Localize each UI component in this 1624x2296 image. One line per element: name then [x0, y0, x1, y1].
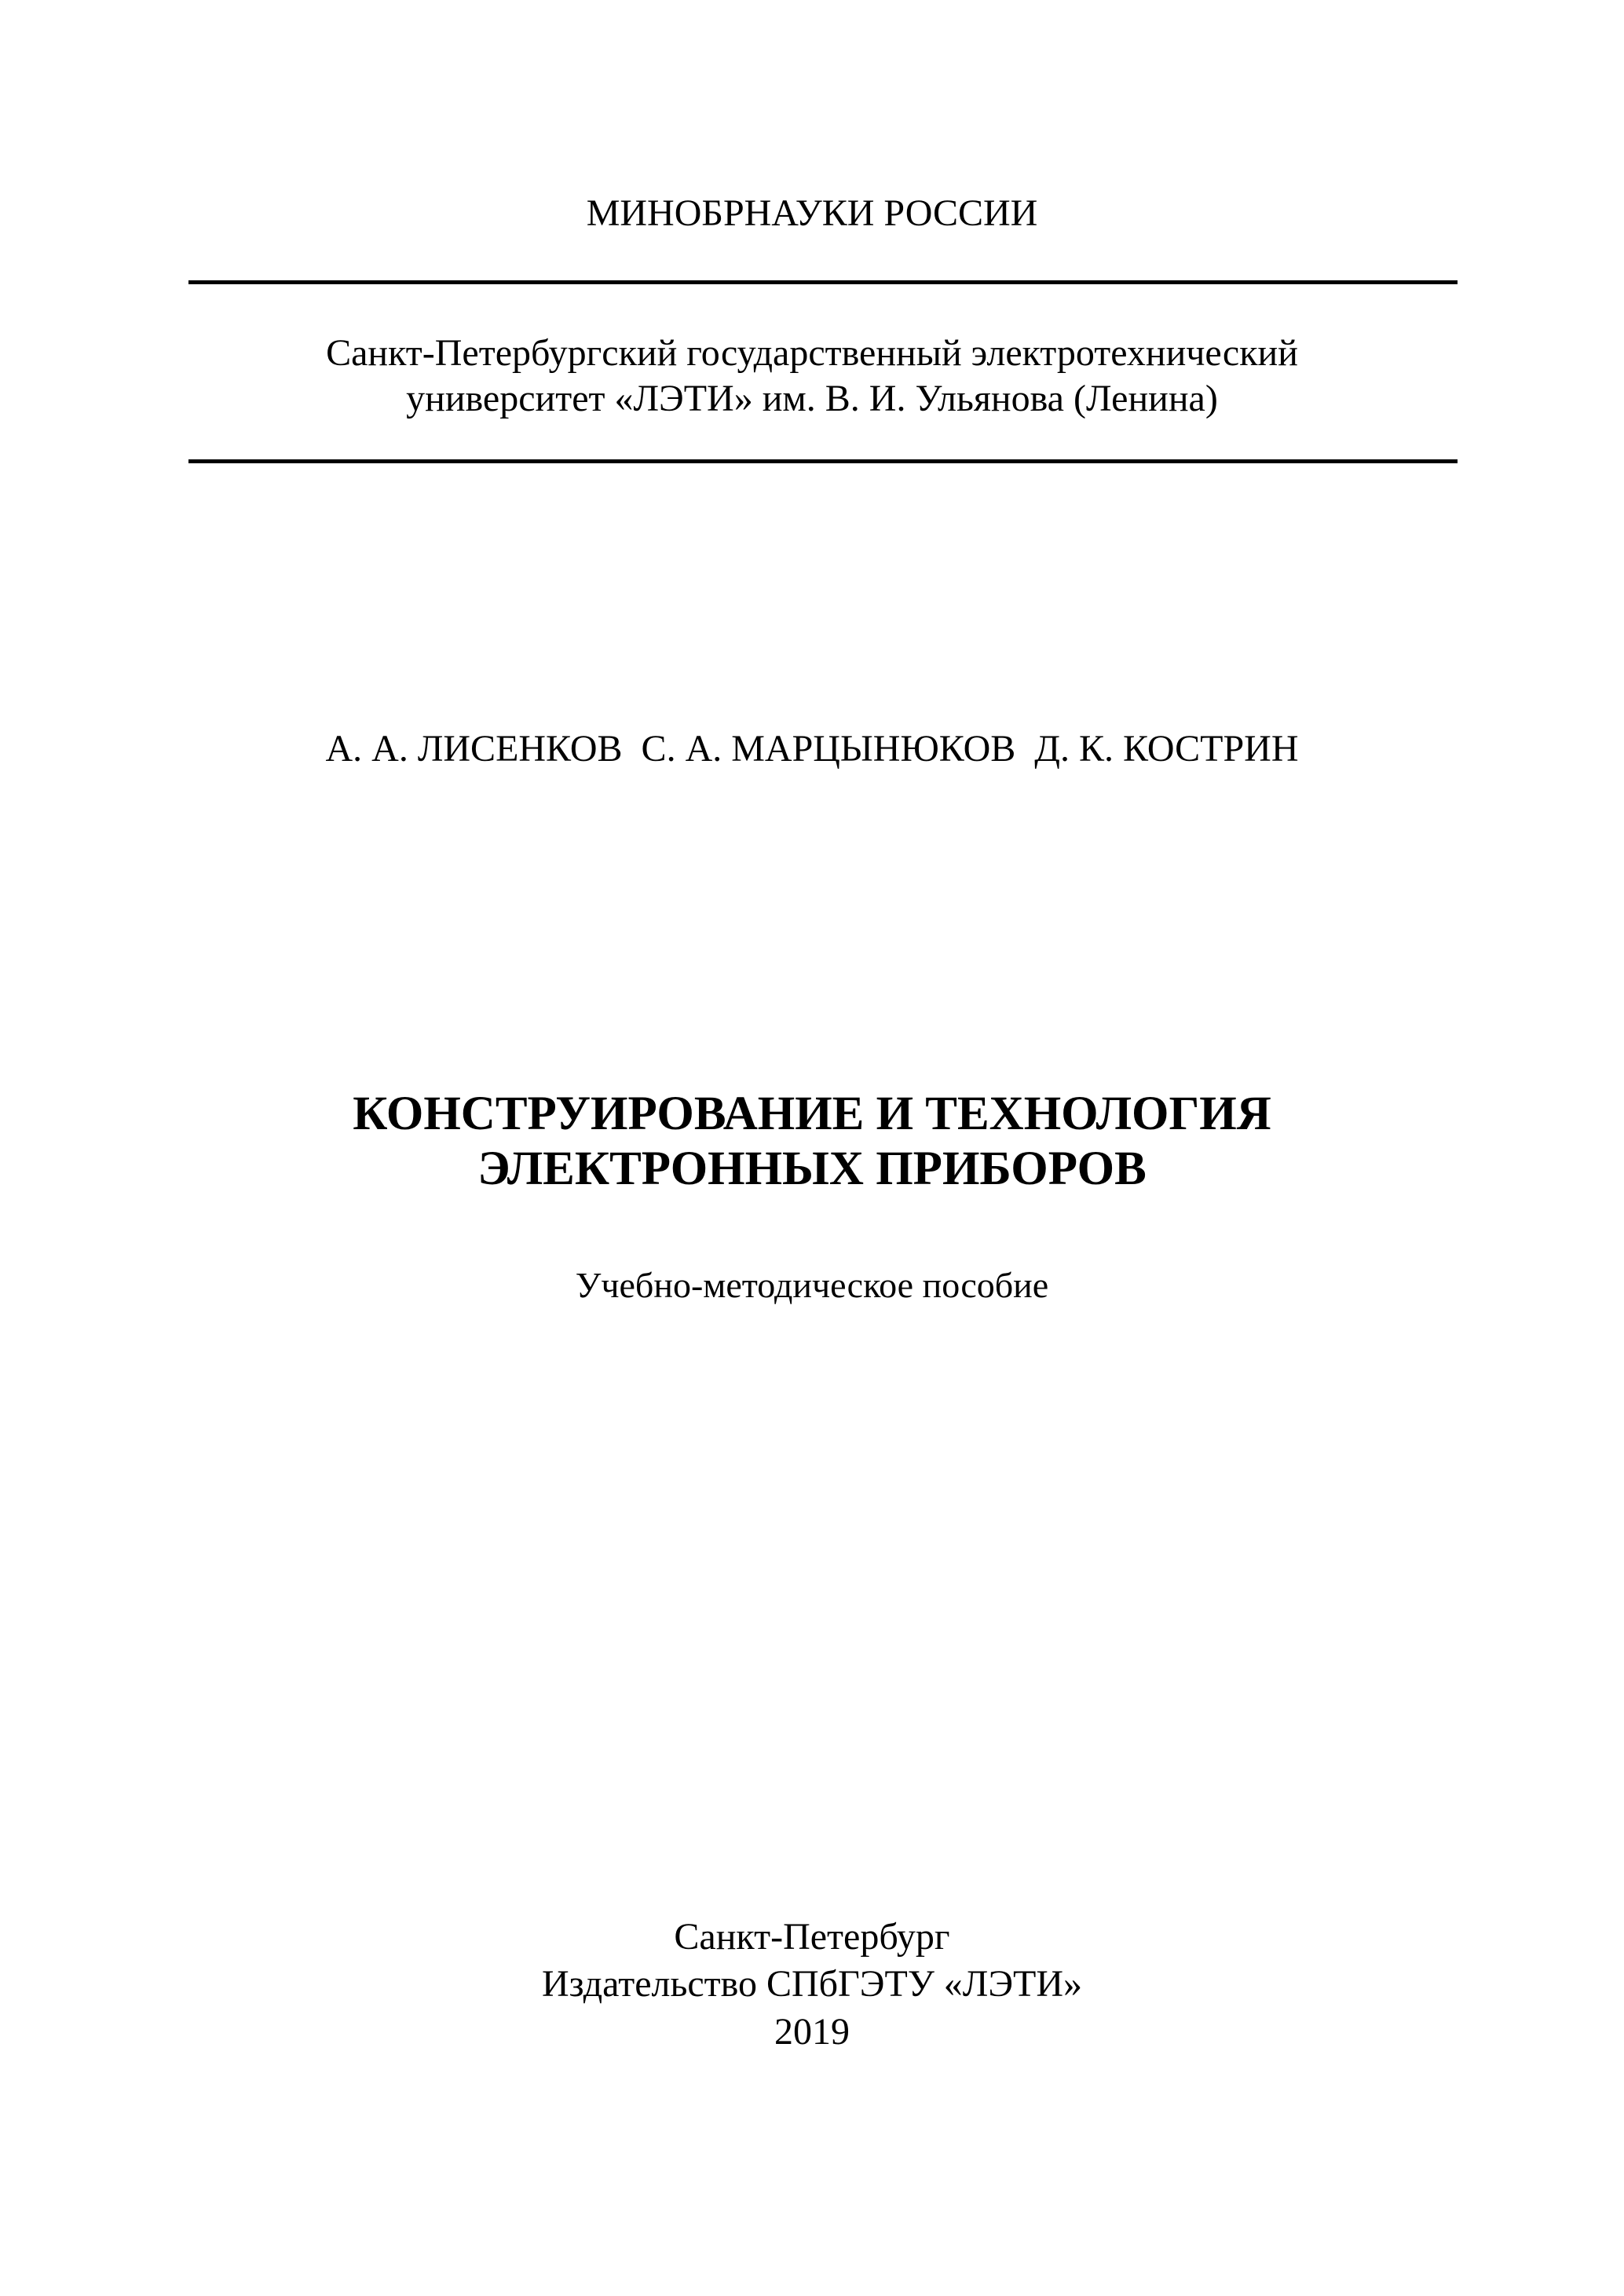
imprint-year: 2019	[774, 2011, 850, 2053]
authors: А. А. ЛИСЕНКОВ С. А. МАРЦЫНЮКОВ Д. К. КОСТРИН	[325, 728, 1299, 770]
university-name-line1: Санкт-Петербургский государственный электротехнический	[326, 332, 1298, 374]
university-name-line2: университет «ЛЭТИ» им. В. И. Ульянова (Ленина)	[406, 378, 1218, 419]
ministry-heading: МИНОБРНАУКИ РОССИИ	[586, 192, 1038, 234]
book-subtitle: Учебно-методическое пособие	[575, 1265, 1049, 1305]
bottom-divider	[188, 459, 1458, 463]
top-divider	[188, 280, 1458, 284]
book-title-line2: ЭЛЕКТРОННЫХ ПРИБОРОВ	[477, 1143, 1147, 1195]
imprint-publisher: Издательство СПбГЭТУ «ЛЭТИ»	[541, 1963, 1083, 2005]
book-title-line1: КОНСТРУИРОВАНИЕ И ТЕХНОЛОГИЯ	[353, 1088, 1271, 1140]
imprint-city: Санкт-Петербург	[674, 1916, 950, 1958]
